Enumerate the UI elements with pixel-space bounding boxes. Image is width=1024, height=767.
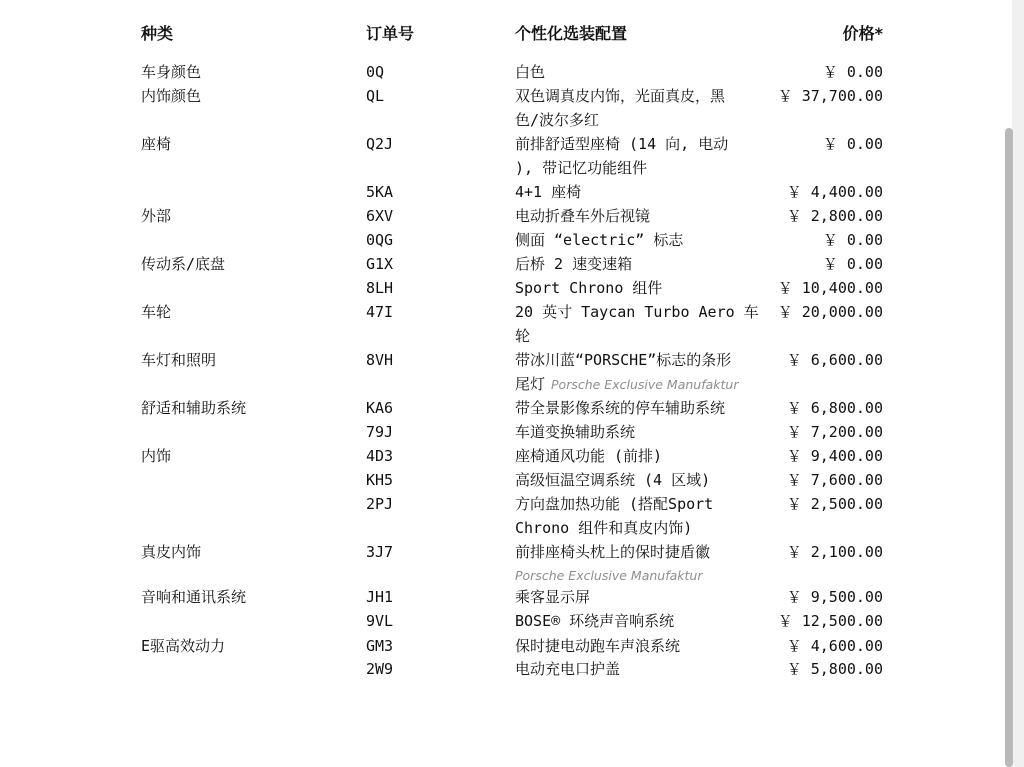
row-option: 前排座椅头枕上的保时捷盾徽 (515, 543, 711, 561)
row-order-code: 4D3 (366, 447, 394, 465)
row-order-code: QL (366, 87, 385, 105)
row-option-sub (515, 565, 702, 586)
row-option-line2: 色/波尔多红 (515, 111, 600, 129)
row-option: 双色调真皮内饰，光面真皮，黑 (515, 87, 726, 105)
row-category: 车身颜色 (141, 63, 202, 81)
row-order-code: 2W9 (366, 660, 394, 678)
row-option: BOSE® 环绕声音响系统 (515, 612, 675, 630)
header-price: 价格* (842, 24, 883, 43)
row-option-line2: Chrono 组件和真皮内饰) (515, 519, 693, 537)
row-option: 乘客显示屏 (515, 588, 591, 606)
header-option: 个性化选装配置 (515, 24, 628, 43)
row-order-code: 5KA (366, 183, 394, 201)
row-price: ￥ 7,600.00 (786, 471, 883, 489)
row-option: 电动折叠车外后视镜 (515, 207, 651, 225)
row-category: E驱高效动力 (141, 637, 226, 655)
row-order-code: 47I (366, 303, 394, 321)
row-order-code: 2PJ (366, 495, 394, 513)
row-price: ￥ 6,600.00 (786, 351, 883, 369)
row-option: 20 英寸 Taycan Turbo Aero 车 (515, 303, 759, 321)
row-category: 外部 (141, 207, 172, 225)
header-category: 种类 (141, 24, 174, 43)
row-order-code: 79J (366, 423, 394, 441)
row-category: 真皮内饰 (141, 543, 202, 561)
row-price: ￥ 0.00 (822, 255, 883, 273)
header-order-code: 订单号 (366, 24, 415, 43)
row-order-code: 0QG (366, 231, 394, 249)
row-order-code: KH5 (366, 471, 394, 489)
row-price: ￥ 37,700.00 (777, 87, 883, 105)
row-option: 带全景影像系统的停车辅助系统 (515, 399, 726, 417)
row-option: 侧面 “electric” 标志 (515, 231, 684, 249)
row-category: 座椅 (141, 135, 172, 153)
row-price: ￥ 7,200.00 (786, 423, 883, 441)
row-price: ￥ 4,400.00 (786, 183, 883, 201)
row-price: ￥ 5,800.00 (786, 660, 883, 678)
row-price: ￥ 2,500.00 (786, 495, 883, 513)
row-price: ￥ 2,100.00 (786, 543, 883, 561)
manufaktur-note: Porsche Exclusive Manufaktur (515, 568, 703, 583)
row-option-line2-text: 尾灯 (515, 375, 546, 393)
row-order-code: 8VH (366, 351, 394, 369)
row-price: ￥ 20,000.00 (777, 303, 883, 321)
row-price: ￥ 10,400.00 (777, 279, 883, 297)
row-price: ￥ 9,400.00 (786, 447, 883, 465)
row-category: 内饰 (141, 447, 172, 465)
row-option: 前排舒适型座椅 (14 向, 电动 (515, 135, 729, 153)
row-category: 传动系/底盘 (141, 255, 226, 273)
row-price: ￥ 2,800.00 (786, 207, 883, 225)
row-option-line2: 轮 (515, 327, 531, 345)
row-option: Sport Chrono 组件 (515, 279, 663, 297)
row-category: 车灯和照明 (141, 351, 217, 369)
row-order-code: 3J7 (366, 543, 394, 561)
row-option: 白色 (515, 63, 546, 81)
manufaktur-note: Porsche Exclusive Manufaktur (551, 377, 739, 392)
row-option: 后桥 2 速变速箱 (515, 255, 633, 273)
row-order-code: KA6 (366, 399, 394, 417)
row-category: 音响和通讯系统 (141, 588, 247, 606)
row-order-code: G1X (366, 255, 394, 273)
row-price: ￥ 12,500.00 (777, 612, 883, 630)
row-option: 车道变换辅助系统 (515, 423, 636, 441)
row-option: 4+1 座椅 (515, 183, 582, 201)
row-option: 座椅通风功能 (前排) (515, 447, 663, 465)
row-option-line2: ), 带记忆功能组件 (515, 159, 648, 177)
row-option: 保时捷电动跑车声浪系统 (515, 637, 681, 655)
row-price: ￥ 6,800.00 (786, 399, 883, 417)
row-order-code: 9VL (366, 612, 394, 630)
row-order-code: 0Q (366, 63, 385, 81)
row-order-code: 8LH (366, 279, 394, 297)
row-category: 内饰颜色 (141, 87, 202, 105)
row-order-code: JH1 (366, 588, 394, 606)
row-option: 带冰川蓝“PORSCHE”标志的条形 (515, 351, 732, 369)
row-price: ￥ 0.00 (822, 63, 883, 81)
row-category: 车轮 (141, 303, 172, 321)
row-price: ￥ 4,600.00 (786, 637, 883, 655)
scrollbar-track[interactable] (1012, 0, 1024, 767)
row-price: ￥ 9,500.00 (786, 588, 883, 606)
row-option: 高级恒温空调系统 (4 区域) (515, 471, 711, 489)
row-price: ￥ 0.00 (822, 135, 883, 153)
scrollbar-thumb[interactable] (1005, 128, 1013, 767)
row-order-code: 6XV (366, 207, 394, 225)
row-option: 电动充电口护盖 (515, 660, 621, 678)
row-option-line2 (515, 374, 738, 395)
row-category: 舒适和辅助系统 (141, 399, 247, 417)
row-price: ￥ 0.00 (822, 231, 883, 249)
row-option: 方向盘加热功能 (搭配Sport (515, 495, 714, 513)
row-order-code: Q2J (366, 135, 394, 153)
row-order-code: GM3 (366, 637, 394, 655)
